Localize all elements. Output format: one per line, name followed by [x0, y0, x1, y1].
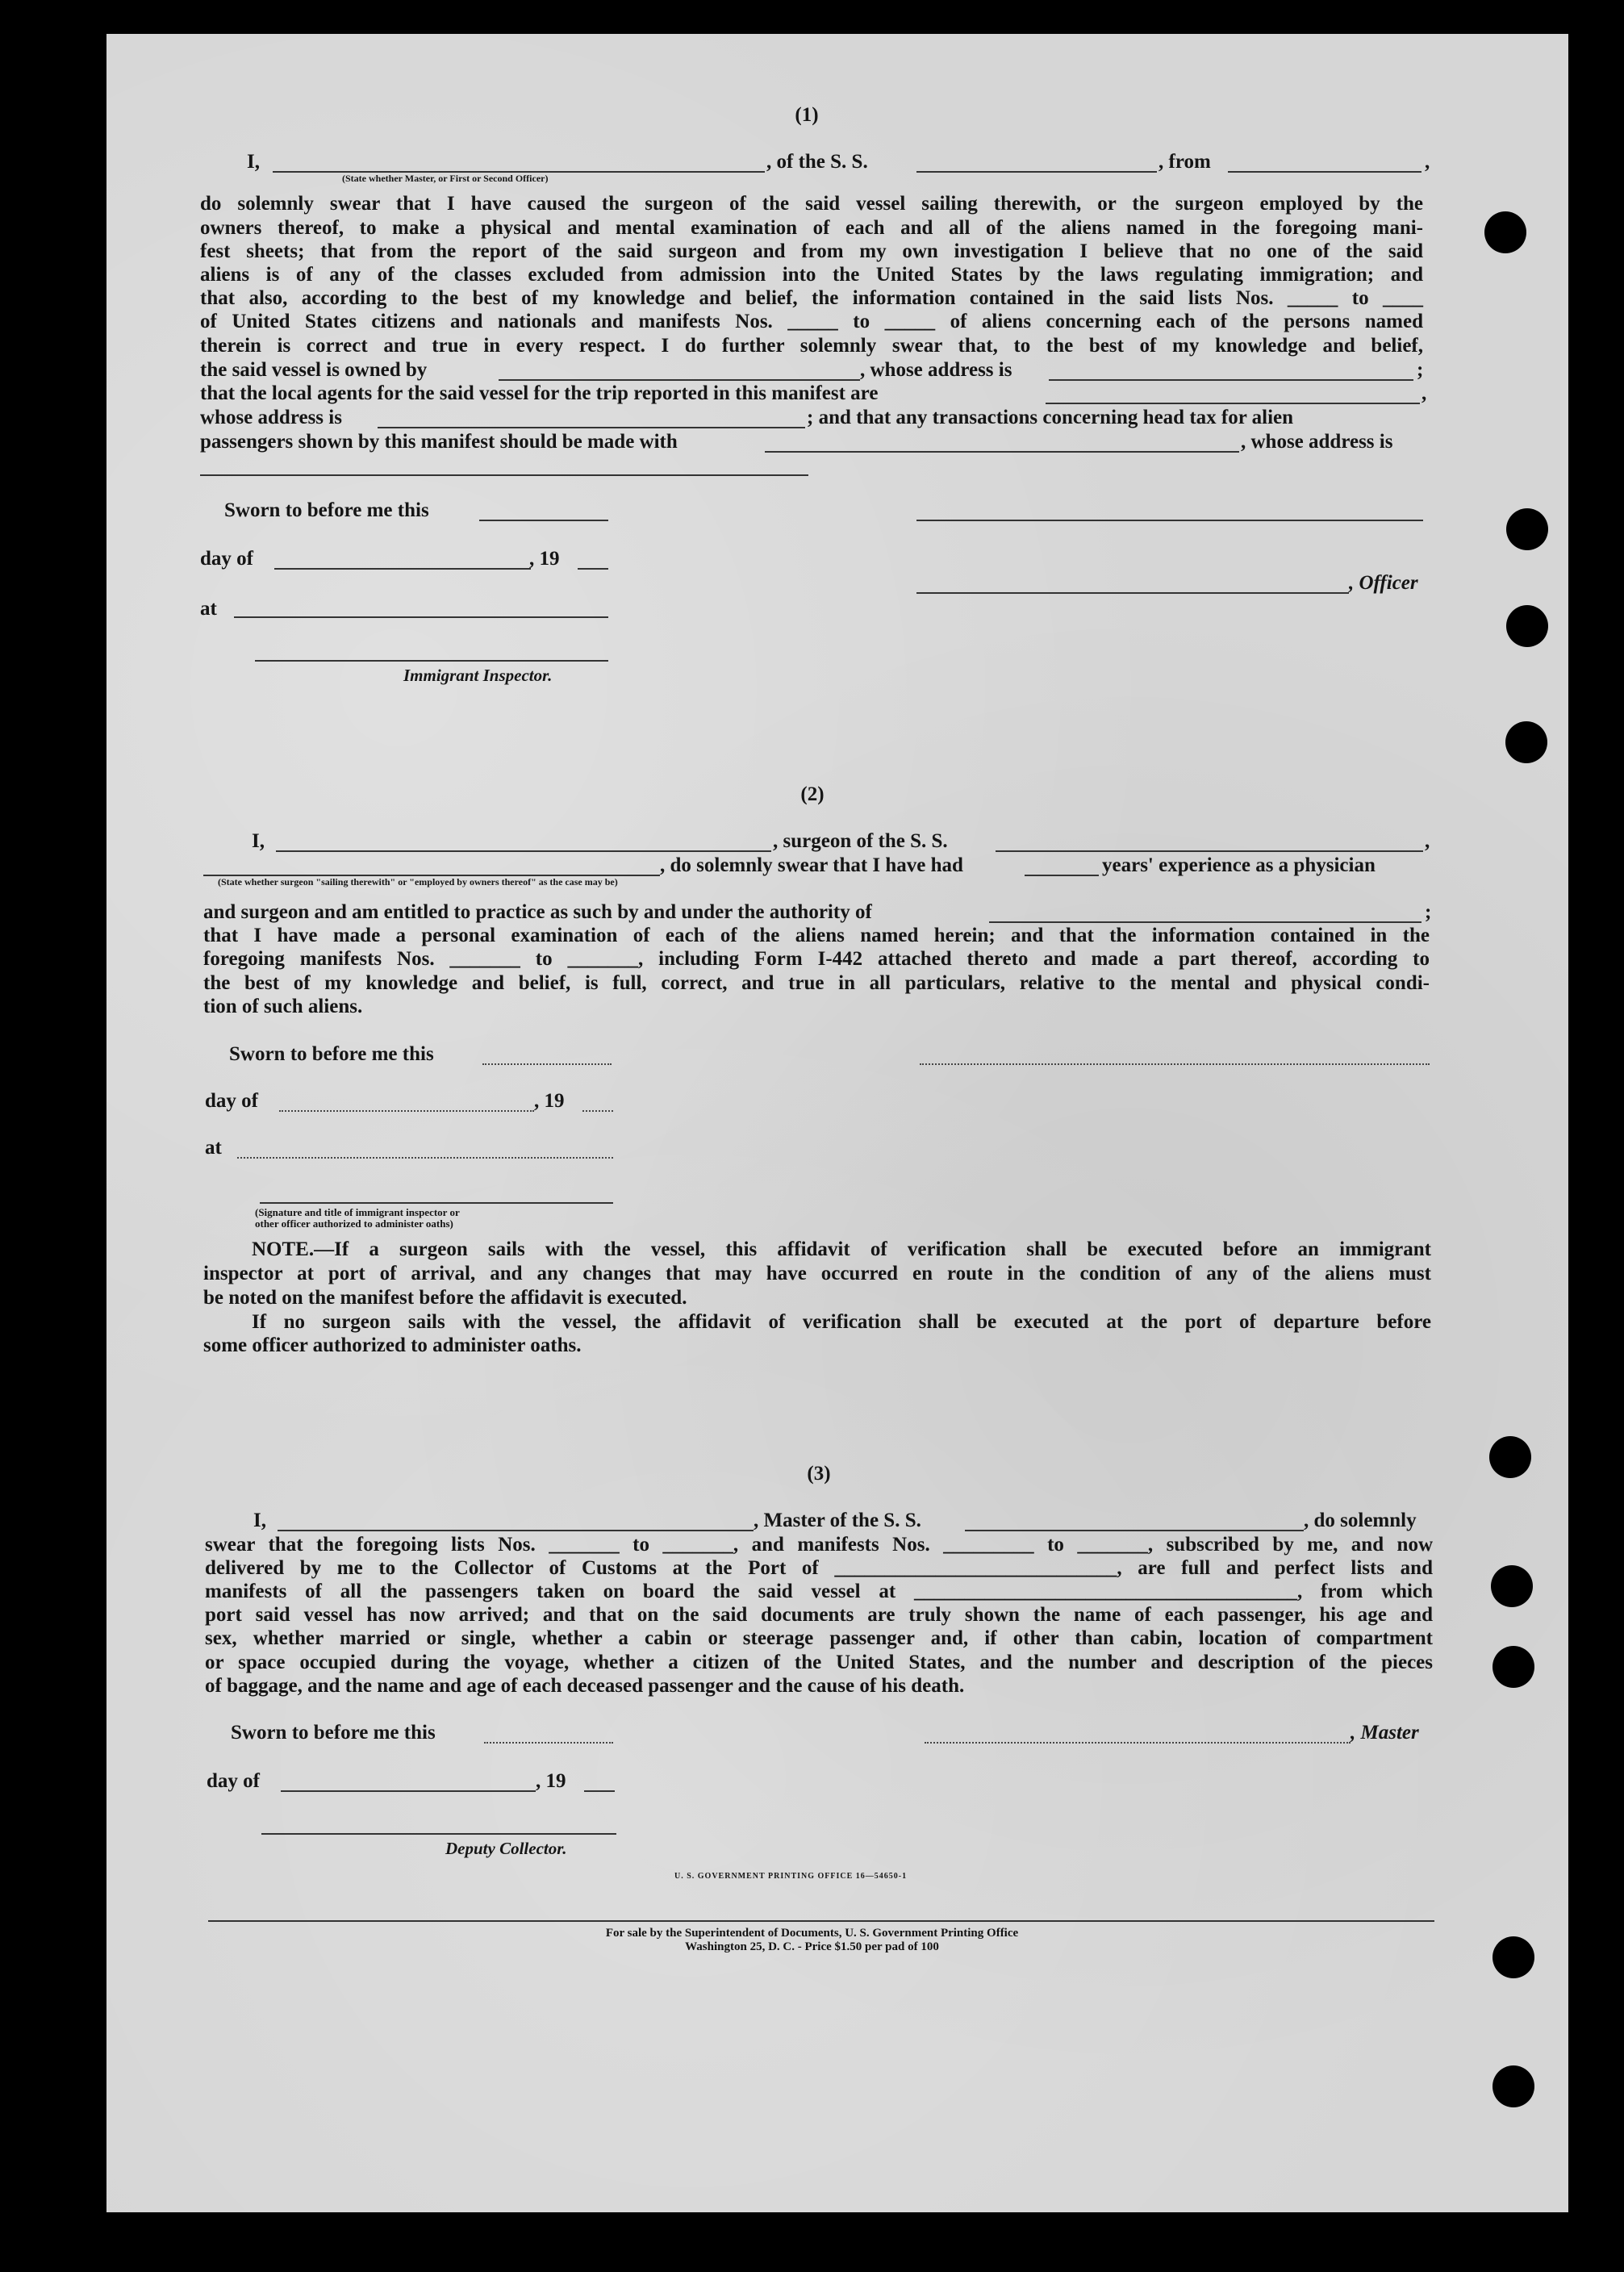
officer-signature-field[interactable] [916, 592, 1349, 594]
from-port-field[interactable] [1228, 171, 1422, 173]
note-last: be noted on the manifest before the affidavit is executed. [203, 1287, 687, 1309]
sec3-year-label: , 19 [536, 1770, 566, 1792]
owner-line-end: ; [1417, 359, 1424, 381]
contact-address-field[interactable] [200, 474, 808, 476]
inspector-label: Immigrant Inspector. [403, 666, 553, 685]
sec1-vessel-label: , of the S. S. [766, 151, 868, 173]
punch-hole [1492, 2065, 1534, 2107]
sec1-i: I, [247, 151, 260, 173]
surgeon-name-field[interactable] [276, 850, 771, 852]
sec2-caption: (State whether surgeon "sailing therewith" or "employed by owners thereof" as the case may be) [218, 876, 618, 888]
section-2-number: (2) [800, 783, 825, 805]
head-tax-contact-field[interactable] [765, 451, 1239, 453]
agent-address-field[interactable] [378, 427, 805, 428]
sec1-para-line: owners thereof, to make a physical and mental examination of each and all of the aliens named in the foregoing mani- [200, 217, 1423, 239]
owner-field[interactable] [499, 379, 860, 381]
sec1-para-line: fest sheets; that from the report of the said surgeon and from my own investigation I believe that no one of the said [200, 240, 1423, 262]
sec2-para-last: tion of such aliens. [203, 996, 363, 1017]
sec3-para-line: delivered by me to the Collector of Customs at the Port of ____________________________, are full and perfect lists and [205, 1557, 1433, 1579]
sec2-para-line: that I have made a personal examination of each of the aliens named herein; and that the information contained in the [203, 925, 1430, 946]
sec2-para-line: the best of my knowledge and belief, is full, correct, and true in all particulars, relative to the mental and physical condi- [203, 972, 1430, 994]
sec2-place-field[interactable] [237, 1157, 613, 1159]
section-3-number: (3) [807, 1463, 831, 1485]
punch-hole [1489, 1436, 1531, 1478]
punch-hole [1506, 508, 1548, 550]
head-tax-label: ; and that any transactions concerning head tax for alien [807, 407, 1294, 428]
officer-label: , Officer [1349, 572, 1418, 594]
sec3-para-line: sex, whether married or single, whether a cabin or steerage passenger and, if other than cabin, location of compartment [205, 1627, 1433, 1649]
sec2-years-label: years' experience as a physician [1102, 854, 1376, 876]
sec1-para-line: aliens is of any of the classes excluded from admission into the United States by the laws regulating immigration; and [200, 264, 1423, 286]
sec1-caption: (State whether Master, or First or Second Officer) [342, 173, 549, 184]
sec2-inspector-signature-field[interactable] [260, 1202, 613, 1204]
sec3-month-field[interactable] [281, 1790, 536, 1792]
owner-address-field[interactable] [1049, 379, 1413, 381]
sec3-year-field[interactable] [584, 1790, 615, 1792]
sec2-sworn-label: Sworn to before me this [229, 1043, 434, 1065]
sec2-sworn-day-field[interactable] [482, 1063, 612, 1065]
agent-address-label: whose address is [200, 407, 342, 428]
sec3-para-line: or space occupied during the voyage, whether a citizen of the United States, and the number and description of the pieces [205, 1652, 1433, 1673]
sec2-year-field[interactable] [582, 1110, 613, 1112]
section-1-number: (1) [795, 104, 819, 126]
authority-label: and surgeon and am entitled to practice as such by and under the authority of [203, 901, 872, 923]
sec2-i: I, [252, 830, 265, 852]
agents-label: that the local agents for the said vessel for the trip reported in this manifest are [200, 382, 879, 404]
sec3-day-of-label: day of [207, 1770, 260, 1792]
deputy-label: Deputy Collector. [445, 1839, 567, 1858]
sec1-year-field[interactable] [578, 568, 608, 570]
sec1-at-label: at [200, 598, 217, 620]
sec2-day-of-label: day of [205, 1090, 258, 1112]
sec3-para-last: of baggage, and the name and age of each deceased passenger and the cause of his death. [205, 1675, 965, 1697]
sec3-sworn-day-field[interactable] [484, 1742, 613, 1744]
note2-last: some officer authorized to administer oaths. [203, 1334, 582, 1356]
sec1-para-line: do solemnly swear that I have caused the surgeon of the said vessel sailing therewith, or the surgeon employed by the [200, 193, 1423, 215]
sec1-month-field[interactable] [274, 568, 531, 570]
authority-line-end: ; [1425, 901, 1432, 923]
footer-line-1: For sale by the Superintendent of Documents, U. S. Government Printing Office [605, 1927, 1019, 1940]
sec3-sworn-label: Sworn to before me this [231, 1722, 436, 1744]
agents-field[interactable] [1046, 403, 1420, 404]
owned-by-label: the said vessel is owned by [200, 359, 428, 381]
passengers-label: passengers shown by this manifest should be made with [200, 431, 678, 453]
sec1-from-label: , from [1159, 151, 1211, 173]
years-experience-field[interactable] [1025, 875, 1099, 876]
punch-hole [1506, 605, 1548, 647]
master-name-field[interactable] [278, 1530, 754, 1531]
note2: If no surgeon sails with the vessel, the affidavit of verification shall be executed at the port of departure before [252, 1311, 1431, 1333]
sec1-line-end: , [1425, 151, 1430, 173]
sec2-line-end: , [1425, 830, 1430, 852]
footer-rule [208, 1920, 1434, 1922]
sec1-sworn-day-field[interactable] [479, 520, 608, 521]
vessel-name-field[interactable] [916, 171, 1157, 173]
inspector-signature-field[interactable] [255, 660, 608, 662]
sec3-para-line: port said vessel has now arrived; and that on the said documents are truly shown the name of each passenger, his age and [205, 1604, 1433, 1626]
punch-hole [1491, 1565, 1533, 1607]
punch-hole [1492, 1646, 1534, 1688]
punch-hole [1484, 211, 1526, 253]
sec1-signature-field[interactable] [916, 520, 1423, 521]
sec2-vessel-field[interactable] [996, 850, 1423, 852]
sec2-signature-field[interactable] [920, 1063, 1430, 1065]
sec1-para-line: therein is correct and true in every respect. I do further solemnly swear that, to the best of my knowledge and belief, [200, 335, 1423, 357]
sec2-surgeon-label: , surgeon of the S. S. [773, 830, 948, 852]
authority-field[interactable] [989, 921, 1422, 923]
sec3-master-label: , Master of the S. S. [754, 1510, 921, 1531]
owner-address-label: , whose address is [860, 359, 1012, 381]
footer-line-2: Washington 25, D. C. - Price $1.50 per pad of 100 [685, 1940, 939, 1953]
sec1-year-label: , 19 [529, 548, 560, 570]
printing-office: U. S. GOVERNMENT PRINTING OFFICE 16—54650-1 [674, 1872, 908, 1881]
sec3-i: I, [253, 1510, 266, 1531]
master-label: , Master [1351, 1722, 1419, 1744]
note-line: NOTE.—If a surgeon sails with the vessel, this affidavit of verification shall be executed before an immigrant [252, 1238, 1431, 1260]
sec1-para-line: that also, according to the best of my knowledge and belief, the information contained in the said lists Nos. _____ to ____ [200, 287, 1423, 309]
sec2-month-field[interactable] [279, 1110, 534, 1112]
sig-caption-1: (Signature and title of immigrant inspector or [255, 1206, 460, 1218]
sec2-at-label: at [205, 1137, 222, 1159]
sec1-sworn-label: Sworn to before me this [224, 499, 429, 521]
sec3-para-line: swear that the foregoing lists Nos. _______ to _______, and manifests Nos. _________ to _______, subscribed by me, and now [205, 1534, 1433, 1556]
agents-line-end: , [1422, 382, 1427, 404]
sec3-para-line: manifests of all the passengers taken on board the said vessel at ______________________________________, from which [205, 1581, 1433, 1602]
contact-address-label: , whose address is [1241, 431, 1393, 453]
sec2-year-label: , 19 [534, 1090, 565, 1112]
sec3-swear-label: , do solemnly [1304, 1510, 1417, 1531]
master-signature-field[interactable] [925, 1742, 1351, 1744]
sec1-day-of-label: day of [200, 548, 253, 570]
sig-caption-2: other officer authorized to administer oaths) [255, 1217, 453, 1230]
note-line: inspector at port of arrival, and any changes that may have occurred en route in the condition of any of the aliens must [203, 1263, 1431, 1284]
sec1-place-field[interactable] [234, 616, 608, 618]
sec2-para-line: foregoing manifests Nos. _______ to _______, including Form I-442 attached thereto and made a part thereof, according to [203, 948, 1430, 970]
sec3-vessel-field[interactable] [965, 1530, 1304, 1531]
punch-hole [1505, 721, 1547, 763]
sec1-para-line: of United States citizens and nationals and manifests Nos. _____ to _____ of aliens concerning each of the persons named [200, 311, 1423, 332]
sec2-swear-label: , do solemnly swear that I have had [660, 854, 963, 876]
deputy-signature-field[interactable] [261, 1833, 616, 1835]
